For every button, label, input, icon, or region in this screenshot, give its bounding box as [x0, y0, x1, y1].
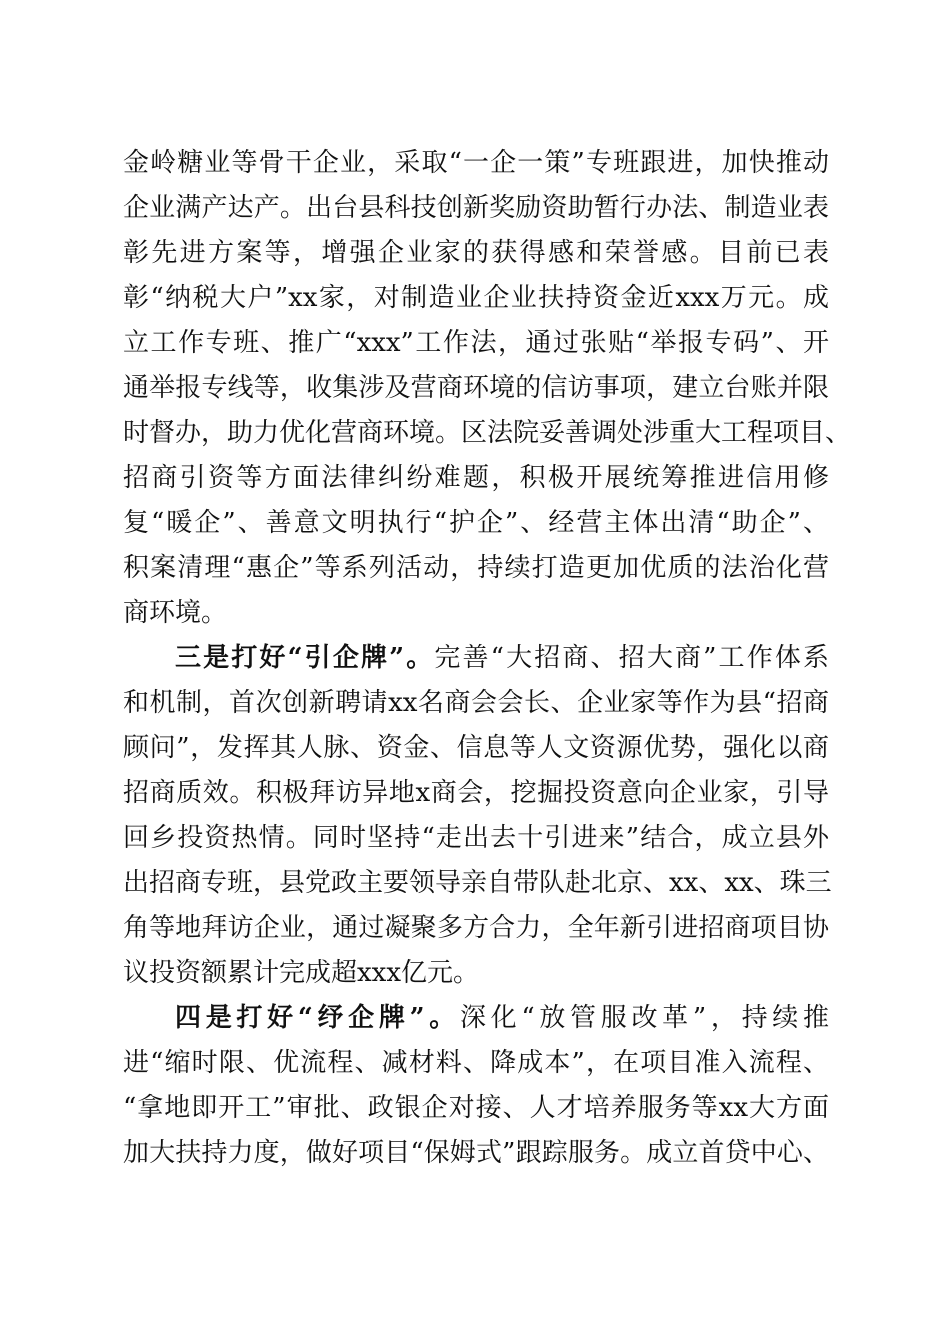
paragraph-relieve-enterprises: [123, 996, 829, 1176]
text-line: 角等地拜访企业，通过凝聚多方合力，全年新引进招商项目协: [123, 913, 829, 943]
text-line: 议投资额累计完成超xxx亿元。: [123, 958, 479, 988]
text-line: 复“暖企”、善意文明执行“护企”、经营主体出清“助企”、: [123, 508, 829, 538]
text-line: [123, 636, 829, 681]
text-line: 企业满产达产。出台县科技创新奖励资助暂行办法、制造业表: [123, 193, 829, 223]
paragraph-attract-enterprises: [123, 636, 832, 996]
text-line: 进“缩时限、优流程、减材料、降成本”，在项目准入流程、: [123, 1048, 829, 1078]
text-line: 时督办，助力优化营商环境。区法院妥善调处涉重大工程项目、: [123, 418, 852, 448]
text-line: 加大扶持力度，做好项目“保姆式”跟踪服务。成立首贷中心、: [123, 1138, 829, 1168]
section-lead-heading: 三是打好“引企牌”。: [175, 643, 435, 673]
text-line: 回乡投资热情。同时坚持“走出去十引进来”结合，成立县外: [123, 823, 829, 853]
text-line: 彰“纳税大户”xx家，对制造业企业扶持资金近xxx万元。成: [123, 283, 829, 313]
text-line: 招商引资等方面法律纠纷难题，积极开展统筹推进信用修: [123, 463, 829, 493]
text-line: [123, 996, 829, 1041]
text-line: 立工作专班、推广“xxx”工作法，通过张贴“举报专码”、开: [123, 328, 829, 358]
section-lead-heading: 四是打好“纾企牌”。: [175, 1003, 460, 1033]
text-line: 顾问”，发挥其人脉、资金、信息等人文资源优势，强化以商: [123, 733, 829, 763]
text-line: 和机制，首次创新聘请xx名商会会长、企业家等作为县“招商: [123, 688, 829, 718]
paragraph-business-environment: [123, 141, 852, 636]
text-line: 彰先进方案等，增强企业家的获得感和荣誉感。目前已表: [123, 238, 829, 268]
section-lead-rest: 完善“大招商、招大商”工作体系: [434, 643, 829, 673]
document-page: [123, 141, 852, 1176]
text-line: 金岭糖业等骨干企业，采取“一企一策”专班跟进，加快推动: [123, 148, 829, 178]
text-line: 商环境。: [123, 598, 228, 628]
text-line: 积案清理“惠企”等系列活动，持续打造更加优质的法治化营: [123, 553, 829, 583]
text-line: “拿地即开工”审批、政银企对接、人才培养服务等xx大方面: [123, 1093, 829, 1123]
text-line: 出招商专班，县党政主要领导亲自带队赴北京、xx、xx、珠三: [123, 868, 832, 898]
section-lead-rest: 深化“放管服改革”，持续推: [459, 1003, 829, 1033]
text-line: 招商质效。积极拜访异地x商会，挖掘投资意向企业家，引导: [123, 778, 829, 808]
text-line: 通举报专线等，收集涉及营商环境的信访事项，建立台账并限: [123, 373, 829, 403]
